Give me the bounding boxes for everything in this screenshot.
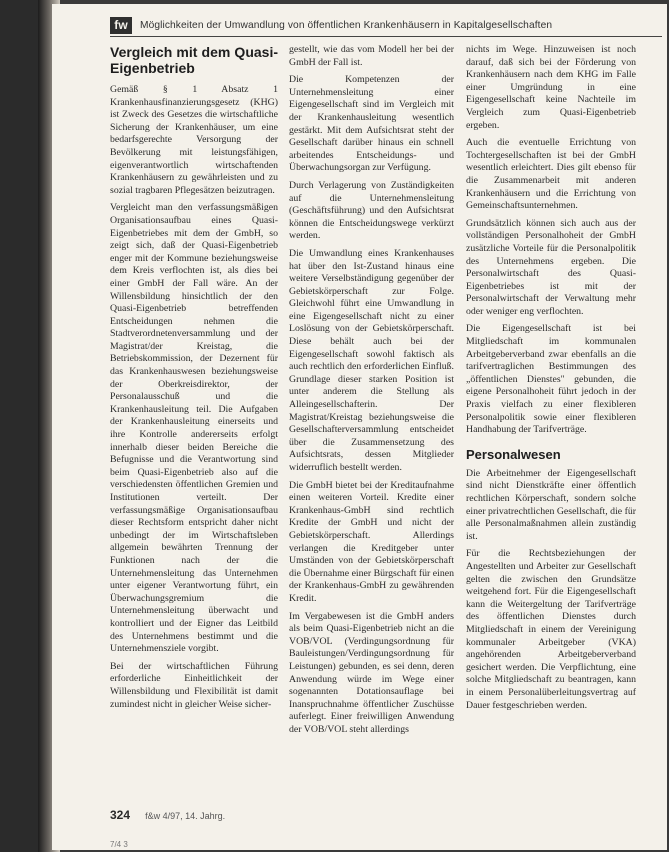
edge-code: 7/4 3 bbox=[110, 840, 128, 849]
journal-logo: fw bbox=[110, 17, 132, 34]
page-header bbox=[110, 18, 662, 37]
paragraph: Die Umwandlung eines Krankenhauses hat über den Ist-Zustand hinaus eine weitere Verselbständigung gegenüber der Gebietskörperschaft zur Folge. Gleichwohl führt eine Umwandlung in eine Eigengesellschaft nicht zu einer Loslösung von der Gebietskörperschaft. Diese behält auch bei der Eigengesellschaft sowohl faktisch als auch rechtlich den erforderlichen Einfluß. Grundlage dieser starken Position ist unter anderem die Stellung als Alleingesellschafterin. Der Magistrat/Kreistag beziehungsweise die Gesellschafterversammlung entscheidet über die Zusammensetzung des Aufsichtsrats, dessen Mitglieder widerruflich bestellt werden. bbox=[289, 247, 454, 473]
paragraph: Vergleicht man den verfassungsmäßigen Organisationsaufbau eines Quasi-Eigenbetriebes mit dem der GmbH, so zeigt sich, daß der Quasi-Eigenbetrieb enger mit der Kommune beziehungsweise dem Kreis verflochten ist, als dies bei einer GmbH der Fall wäre. An der Willensbildung hinsichtlich der den Quasi-Eigenbetrieb betreffenden Entscheidungen nehmen die Stadtverordnetenversammlung und der Magistrat/der Kreistag, die Betriebskommission, der Dezernent für das Krankenhauswesen beziehungsweise der Oberkreisdirektor, der Personalausschuß und die Krankenhausleitung teil. Die Aufgaben der Krankenhausleitung einerseits und ihre Kontrolle andererseits erfolgt innerhalb dieser beiden Bereiche die Befugnisse und die Verantwortung sind beim Quasi-Eigenbetrieb also auf die verschiedensten öffentlichen Gremien und Institutionen verteilt. Der verfassungsmäßige Organisationsaufbau dieser Rechtsform entspricht daher nicht unbedingt der im Wirtschaftsleben allgemein bewährten Trennung der Funktionen nach der die Unternehmensleitung das Unternehmen unter eigener Verantwortung führt, ein Überwachungsgremium die Unternehmensleitung überwacht und kontrolliert und der Eigner das Leitbild des Unternehmens bestimmt und die Unternehmensziele vorgibt. bbox=[110, 202, 278, 655]
page-number: 324 bbox=[110, 808, 131, 822]
paragraph: Die Arbeitnehmer der Eigengesellschaft sind nicht Dienstkräfte einer öffentlich rechtlichen Körperschaft, sondern solche einer privatrechtlichen Gesellschaft, die für alle Personalmaßnahmen allein zuständig ist. bbox=[466, 467, 637, 542]
journal-page bbox=[52, 4, 667, 850]
paragraph: Für die Rechtsbeziehungen der Angestellten und Arbeiter zur Gesellschaft gelten die zwischen den Grundsätze weitgehend fort. Für die Eigengesellschaft kann die Weitergeltung der Tarifverträge des öffentlichen Dienstes durch Mitgliedschaft in einem der Vereinigung kommunaler Arbeitgeber (VKA) angehörenden Arbeitgeberverband gesichert werden. Die Verpflichtung, eine solche Mitgliedschaft zu beantragen, kann in einem Personalüberleitungsvertrag auf Dauer festgeschrieben werden. bbox=[466, 548, 636, 711]
column-1 bbox=[110, 44, 278, 716]
source-citation: f&w 4/97, 14. Jahrg. bbox=[145, 811, 226, 821]
paragraph: Die GmbH bietet bei der Kreditaufnahme einen weiteren Vorteil. Kredite einer Krankenhaus-GmbH sind rechtlich Kredite der GmbH und nicht der Gebietskörperschaft. Allerdings verlangen die Kreditgeber unter Umständen von der Gebietskörperschaft die Übernahme einer Bürgschaft für einen der Krankenhaus-GmbH zu gewährenden Kredit. bbox=[289, 479, 454, 604]
section-heading-personnel: Personalwesen bbox=[466, 446, 561, 462]
paragraph: gestellt, wie das vom Modell her bei der GmbH der Fall ist. bbox=[289, 44, 454, 68]
paragraph: Bei der wirtschaftlichen Führung erforderliche Einheitlichkeit der Willensbildung und Flexibilität ist damit zumindest nicht in gleicher Weise sicher- bbox=[110, 660, 278, 710]
running-title: Möglichkeiten der Umwandlung von öffentlichen Krankenhäusern in Kapitalgesellschaften bbox=[140, 20, 553, 31]
paragraph: Grundsätzlich können sich auch aus der vollständigen Personalhoheit der GmbH zusätzliche Vorteile für die Personalpolitik des Unternehmens ergeben. Die Personalwirtschaft des Quasi-Eigenbetriebes ist mit der Personalwirtschaft der Verwaltung mehr oder weniger eng verflochten. bbox=[466, 217, 636, 317]
paragraph: Auch die eventuelle Errichtung von Tochtergesellschaften ist bei der GmbH wesentlich erleichtert. Dies gilt ebenso für die Zusammenarbeit mit anderen Krankenhäusern und die Errichtung von Gemeinschaftsunternehmen. bbox=[466, 137, 636, 212]
paragraph: Im Vergabewesen ist die GmbH anders als beim Quasi-Eigenbetrieb nicht an die VOB/VOL (Verdingungsordnung für Bauleistungen/Verdingungsordnung für Leistungen) gebunden, es sei denn, deren Anwendung würde im Wege einer sogenannten Dotationsauflage bei Inanspruchnahme öffentlicher Zuschüsse auferlegt. Einer freiwilligen Anwendung der VOB/VOL steht allerdings bbox=[289, 610, 454, 735]
paragraph: Die Eigengesellschaft ist bei Mitgliedschaft im kommunalen Arbeitgeberverband zwar ebenfalls an die tarifvertraglichen Bestimmungen des „öffentlichen Dienstes" gebunden, die eigene Personalhoheit führt jedoch in der Praxis vielfach zu einer flexibleren Personalpolitik sowie einer flexibleren Handhabung der Tarifverträge. bbox=[466, 323, 636, 436]
page-footer bbox=[110, 808, 225, 822]
paragraph: Gemäß § 1 Absatz 1 Krankenhausfinanzierungsgesetz (KHG) ist Zweck des Gesetzes die wirtschaftliche Sicherung der Krankenhäuser, um eine bedarfsgerechte Versorgung der Bevölkerung mit leistungsfähigen, eigenverantwortlich wirtschaftenden Krankenhäusern zu gewährleisten und zu sozial tragbaren Pflegesätzen beizutragen. bbox=[110, 84, 278, 196]
paragraph: Durch Verlagerung von Zuständigkeiten auf die Unternehmensleitung (Geschäftsführung) und den Aufsichtsrat können die Entscheidungswege verkürzt werden. bbox=[289, 179, 454, 242]
paragraph: nichts im Wege. Hinzuweisen ist noch darauf, daß sich bei der Förderung von Krankenhäusern nach dem KHG im Falle einer Umgründung in eine Eigengesellschaft keine Nachteile im Vergleich zum Quasi-Eigenbetrieb ergeben. bbox=[466, 44, 636, 131]
paragraph: Die Kompetenzen der Unternehmensleitung einer Eigengesellschaft sind im Vergleich mit der Krankenhausleitung wesentlich gestärkt. Mit dem Aufsichtsrat steht der Gesellschaft darüber hinaus ein schnell arbeitendes Entscheidungs- und Überwachungsorgan zur Verfügung. bbox=[289, 74, 454, 174]
column-3 bbox=[466, 44, 636, 717]
column-2 bbox=[289, 44, 454, 741]
section-heading-comparison: Vergleich mit dem Quasi-Eigenbetrieb bbox=[110, 44, 278, 76]
background-edge bbox=[0, 0, 40, 852]
